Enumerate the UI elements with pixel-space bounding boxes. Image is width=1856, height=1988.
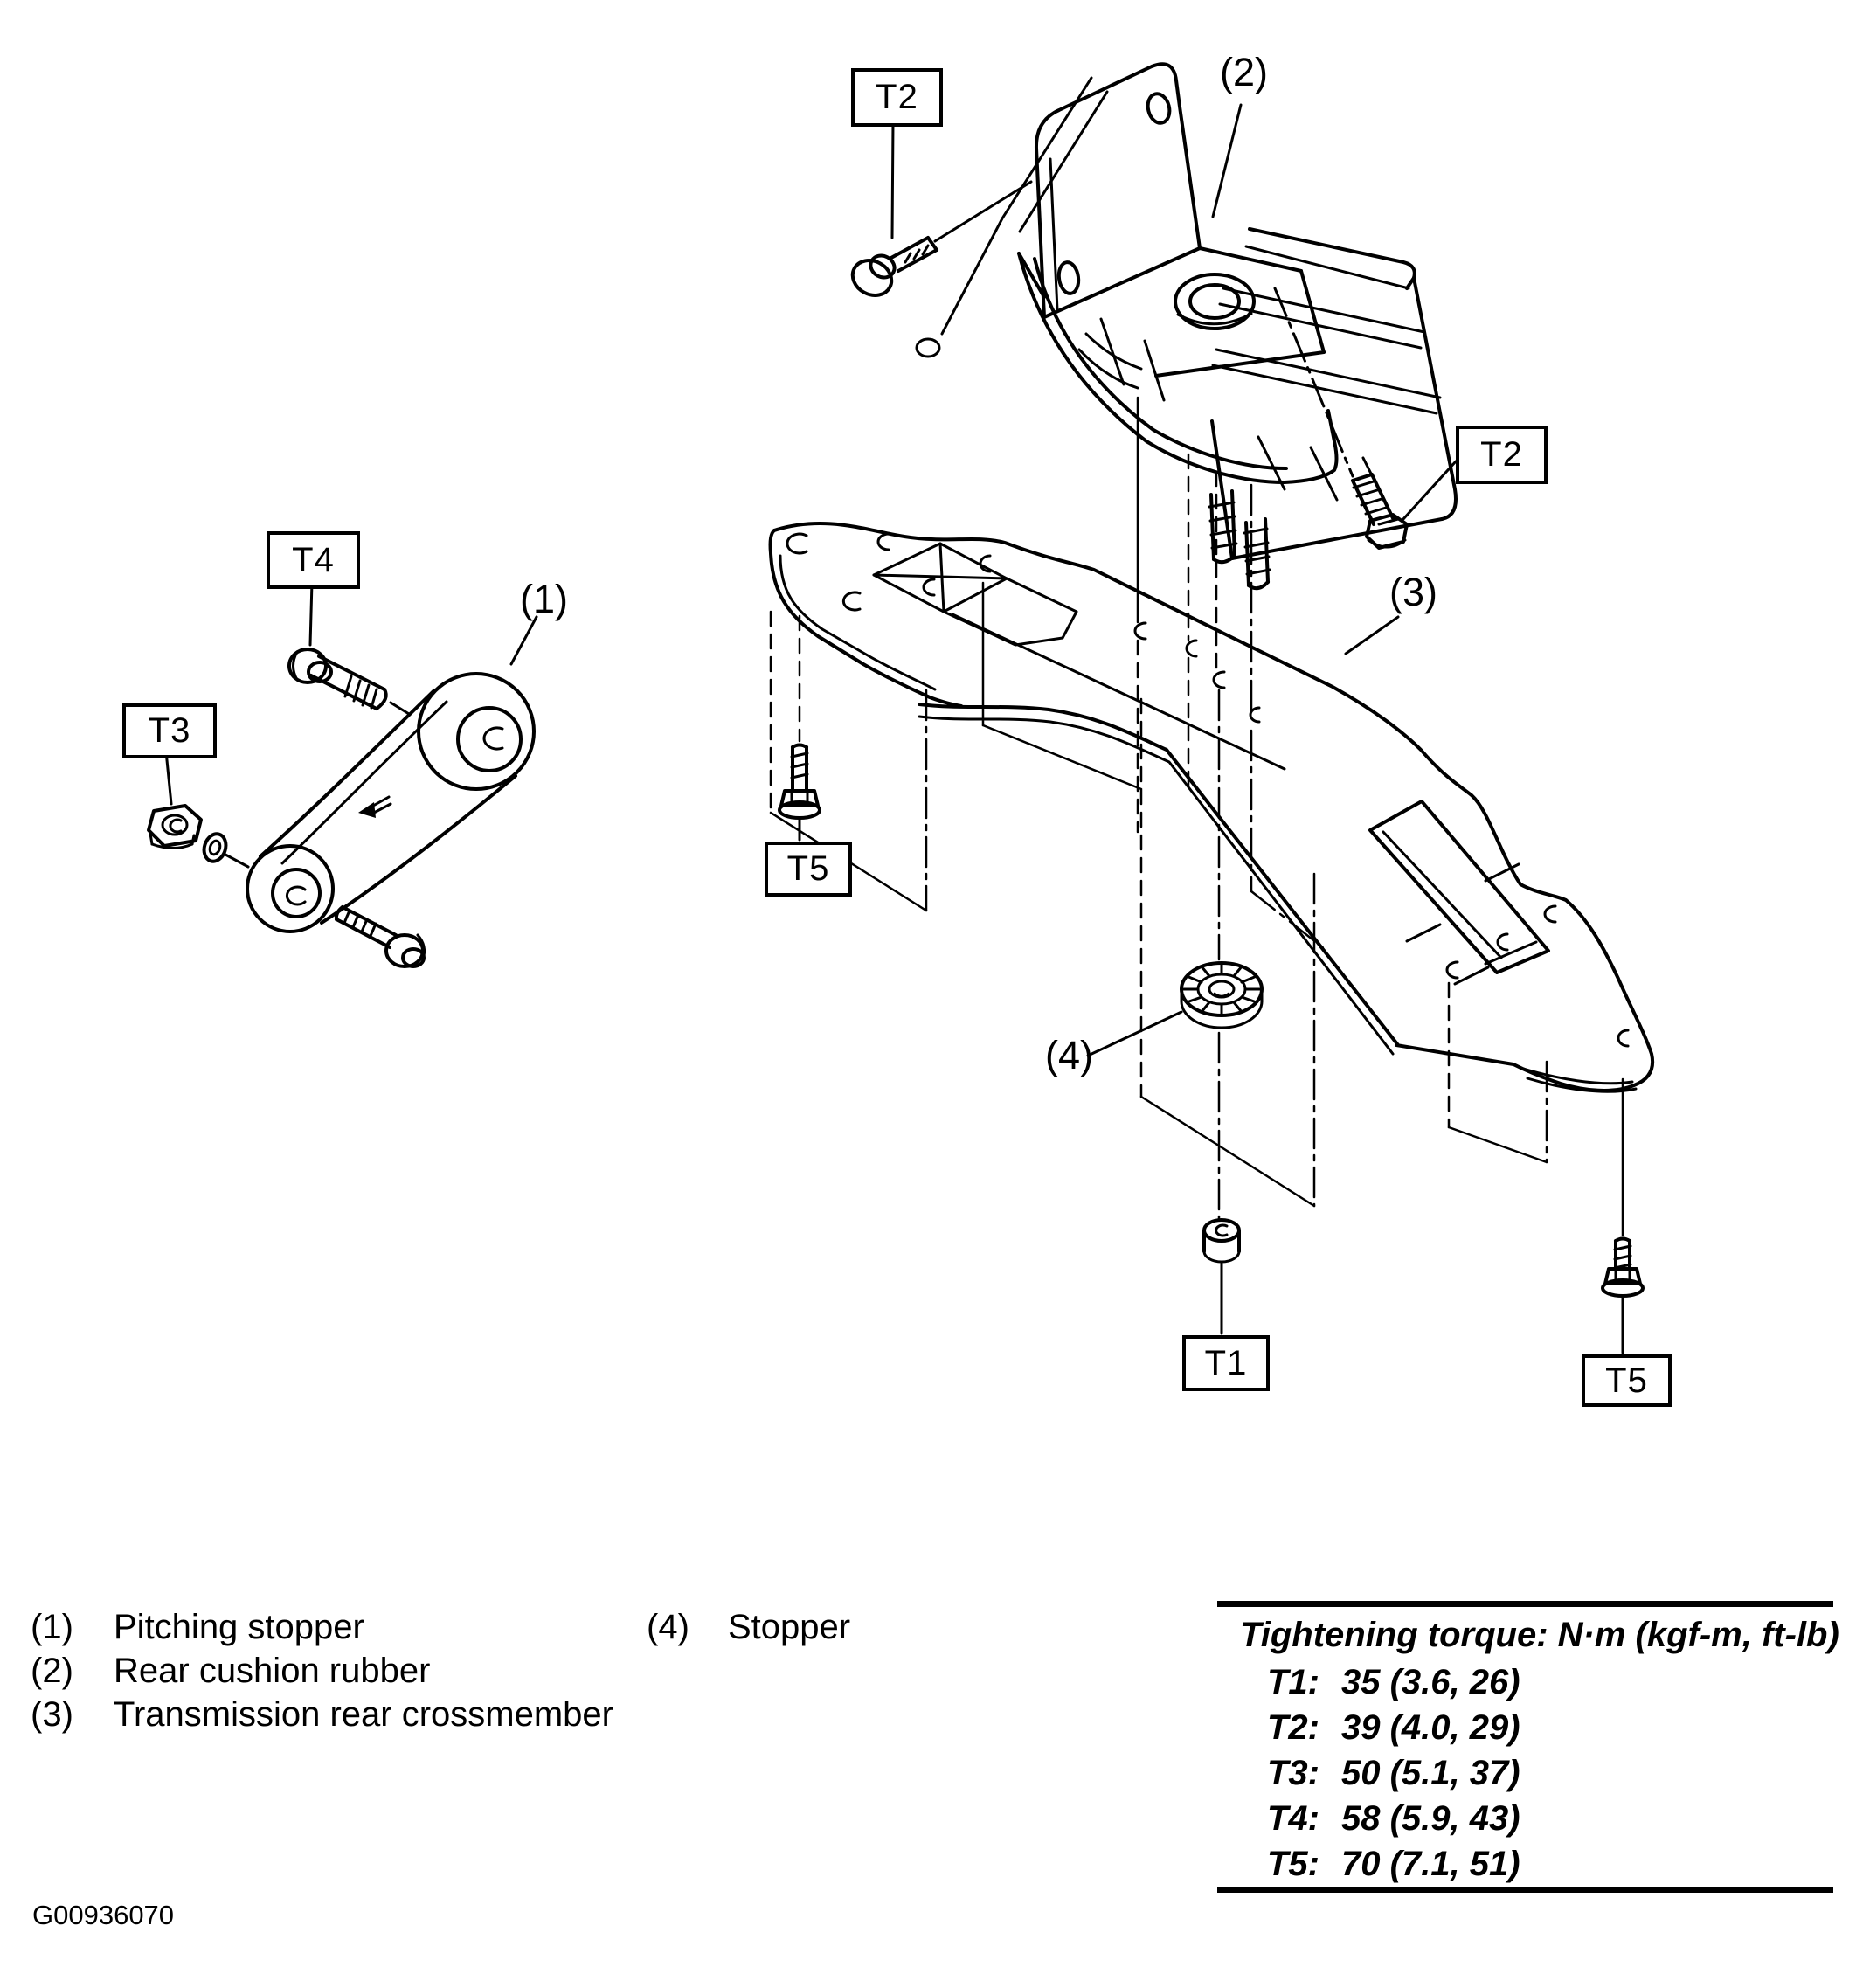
callout-4: (4) (1045, 1033, 1093, 1077)
stopper-part (1181, 963, 1262, 1028)
callout-1: (1) (520, 577, 568, 621)
legend-item-label: Pitching stopper (114, 1608, 364, 1646)
leader-line (166, 752, 171, 804)
legend-item-num: (3) (31, 1695, 73, 1734)
torque-row-label: T1: (1267, 1663, 1319, 1701)
figure-id: G00936070 (32, 1900, 175, 1930)
torque-row-value: 35 (3.6, 26) (1341, 1663, 1520, 1701)
legend-item-label: Transmission rear crossmember (114, 1695, 613, 1734)
crossmember-part (771, 523, 1653, 1091)
callout-leader (1088, 1012, 1181, 1056)
torque-callout-label: T1 (1204, 1343, 1248, 1382)
legend-item-num: (2) (31, 1652, 73, 1690)
nut-icon (1204, 1220, 1239, 1262)
callout-leader (1213, 105, 1241, 217)
torque-row-label: T4: (1267, 1799, 1319, 1838)
leader-line (391, 703, 409, 714)
legend-item-label: Stopper (728, 1608, 851, 1646)
leader-line (310, 582, 312, 645)
nut-icon (149, 806, 201, 849)
leader-line (892, 121, 893, 238)
torque-callout-label: T5 (1605, 1361, 1648, 1400)
leader-line (225, 855, 248, 867)
torque-callout-label: T5 (786, 849, 830, 888)
bolt-icon (289, 649, 386, 709)
bolt-icon (1603, 1239, 1643, 1297)
leader-line (935, 182, 1031, 241)
torque-row-value: 39 (4.0, 29) (1341, 1708, 1520, 1747)
torque-callout-label: T4 (292, 540, 335, 579)
bolt-icon (847, 238, 937, 302)
rear-cushion-rubber-part (917, 64, 1456, 588)
bolt-icon (336, 907, 425, 966)
torque-row-value: 70 (7.1, 51) (1341, 1845, 1520, 1883)
centerline (771, 398, 1623, 1236)
pitching-stopper-part (247, 674, 534, 932)
torque-callout-t2-box (1456, 426, 1548, 484)
torque-row-label: T3: (1267, 1754, 1319, 1792)
torque-row-label: T5: (1267, 1845, 1319, 1883)
torque-row-value: 58 (5.9, 43) (1341, 1799, 1520, 1838)
torque-callout-t2-box (851, 68, 943, 127)
torque-row-value: 50 (5.1, 37) (1341, 1754, 1520, 1792)
legend-item-label: Rear cushion rubber (114, 1652, 431, 1690)
torque-callout-t5-box (1582, 1354, 1672, 1407)
washer-icon (201, 831, 230, 864)
torque-callout-t1-box (1182, 1335, 1270, 1391)
torque-row-label: T2: (1267, 1708, 1319, 1747)
torque-callout-t5-box (765, 842, 852, 897)
torque-table-title: Tightening torque: N·m (kgf-m, ft-lb) (1240, 1616, 1839, 1654)
callout-3: (3) (1389, 570, 1437, 614)
torque-callout-t4-box (267, 531, 360, 589)
bolt-icon (1353, 474, 1407, 548)
bolt-icon (779, 745, 820, 819)
legend-item-num: (1) (31, 1608, 73, 1646)
callout-leader (1346, 617, 1398, 654)
torque-callout-label: T2 (876, 78, 918, 116)
legend-item-num: (4) (647, 1608, 689, 1646)
torque-callout-label: T2 (1480, 435, 1523, 474)
torque-callout-t3-box (122, 703, 217, 758)
torque-callout-label: T3 (148, 711, 191, 750)
callout-leader (511, 617, 537, 664)
torque-table (1217, 1601, 1839, 1893)
callout-2: (2) (1220, 50, 1268, 94)
leader-line (1403, 461, 1456, 519)
